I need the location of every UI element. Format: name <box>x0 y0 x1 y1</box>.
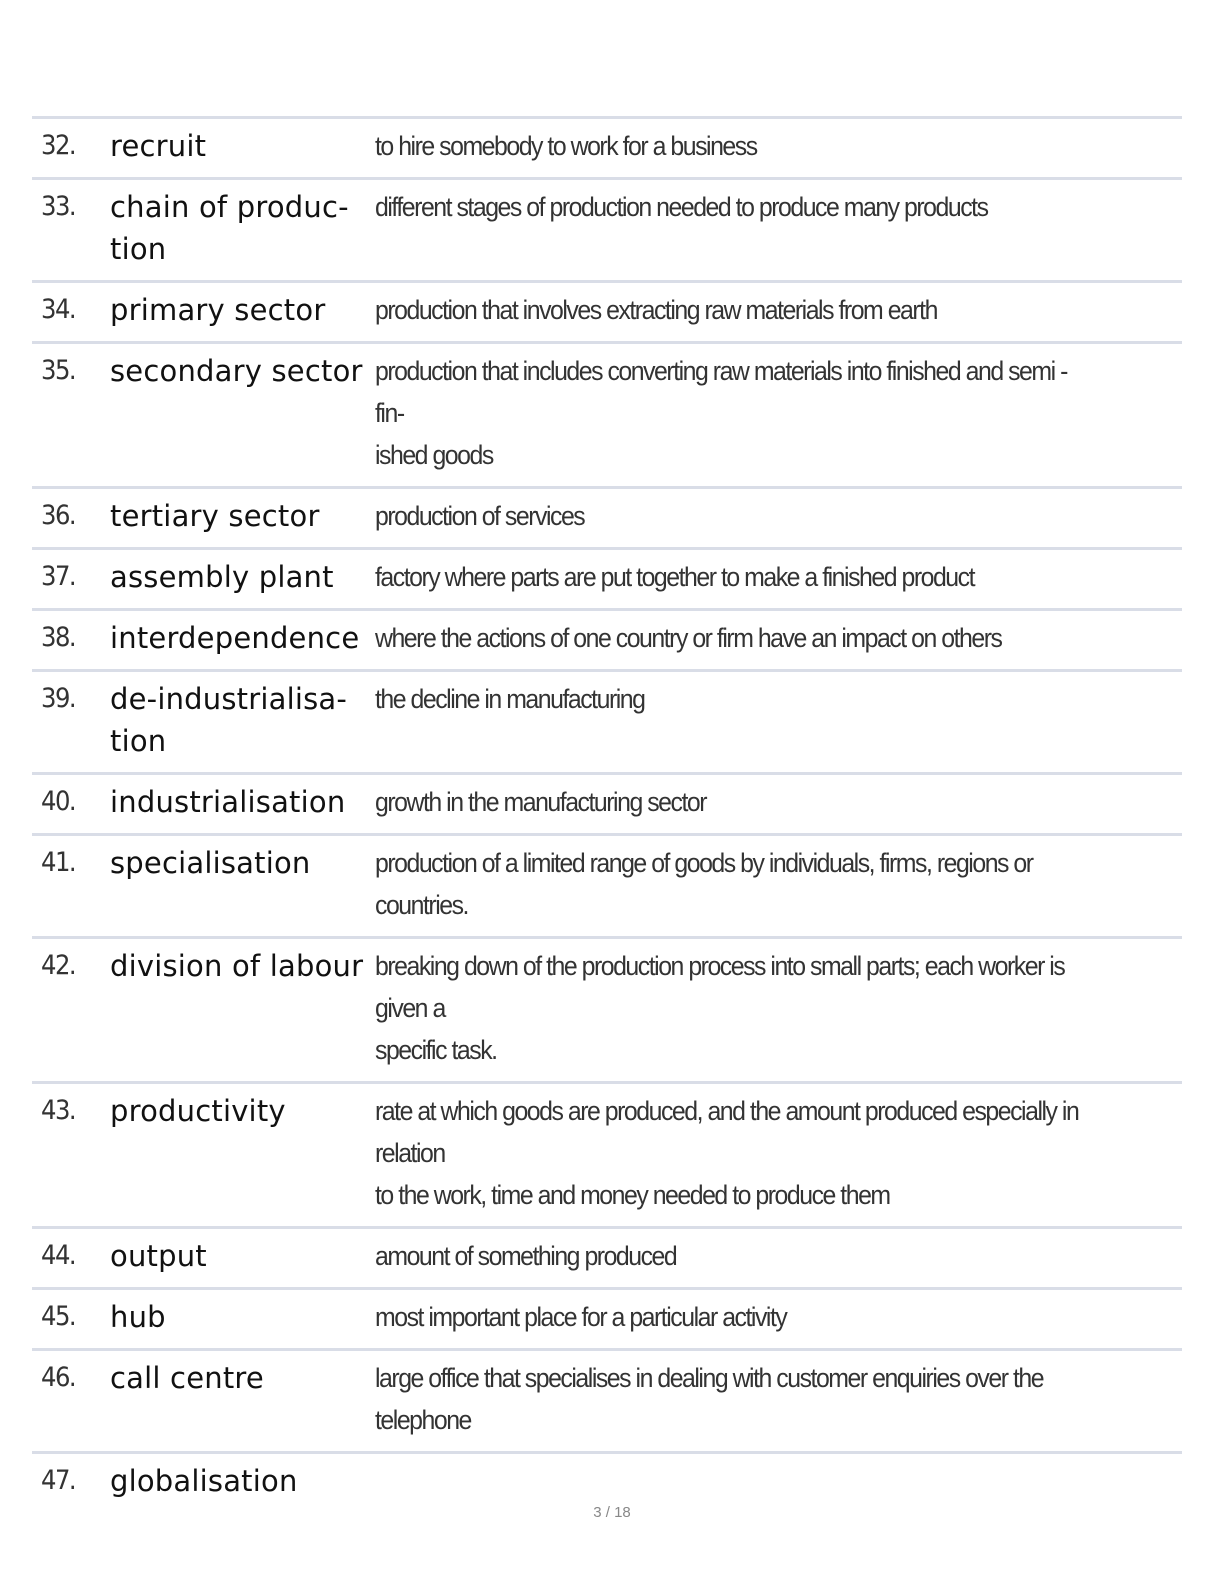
glossary-row <box>32 489 1182 550</box>
entry-number: 35. <box>41 355 76 386</box>
entry-number: 34. <box>41 294 76 325</box>
entry-definition: factory where parts are put together to make a finished product <box>375 562 975 592</box>
entry-definition: production of a limited range of goods by individuals, firms, regions or countries. <box>375 848 1033 920</box>
entry-term: primary sector <box>110 293 326 327</box>
entry-term: recruit <box>110 129 207 163</box>
entry-definition: different stages of production needed to produce many products <box>375 192 988 222</box>
glossary-row <box>32 344 1182 489</box>
glossary-row <box>32 1084 1182 1229</box>
entry-definition: production that includes converting raw materials into finished and semi - fin- ished goods <box>375 356 1067 470</box>
entry-definition: to hire somebody to work for a business <box>375 131 757 161</box>
glossary-row <box>32 119 1182 180</box>
glossary-row <box>32 283 1182 344</box>
entry-term: hub <box>110 1300 166 1334</box>
glossary-row <box>32 836 1182 939</box>
entry-definition: growth in the manufacturing sector <box>375 787 707 817</box>
entry-number: 43. <box>41 1095 76 1126</box>
entry-number: 44. <box>41 1240 76 1271</box>
entry-term: chain of produc- tion <box>110 190 349 266</box>
entry-number: 40. <box>41 786 76 817</box>
entry-number: 39. <box>41 683 76 714</box>
entry-definition: most important place for a particular activity <box>375 1302 787 1332</box>
glossary-row <box>32 180 1182 283</box>
entry-number: 33. <box>41 191 76 222</box>
entry-term: industrialisation <box>110 785 346 819</box>
glossary-row <box>32 939 1182 1084</box>
entry-definition: production of services <box>375 501 585 531</box>
entry-number: 42. <box>41 950 76 981</box>
entry-number: 36. <box>41 500 76 531</box>
glossary-row <box>32 672 1182 775</box>
entry-term: assembly plant <box>110 560 334 594</box>
entry-term: secondary sector <box>110 354 363 388</box>
glossary-row <box>32 1229 1182 1290</box>
page-number: 3 / 18 <box>593 1504 631 1521</box>
entry-number: 37. <box>41 561 76 592</box>
entry-number: 45. <box>41 1301 76 1332</box>
glossary-row <box>32 1351 1182 1454</box>
entry-number: 41. <box>41 847 76 878</box>
entry-term: productivity <box>110 1094 286 1128</box>
entry-term: tertiary sector <box>110 499 320 533</box>
entry-definition: where the actions of one country or firm have an impact on others <box>375 623 1002 653</box>
entry-definition: large office that specialises in dealing with customer enquiries over the telephone <box>375 1363 1044 1435</box>
entry-term: specialisation <box>110 846 311 880</box>
entry-term: de-industrialisa- tion <box>110 682 348 758</box>
entry-definition: rate at which goods are produced, and the amount produced especially in relation to the work, time and money needed to produce them <box>375 1096 1079 1210</box>
glossary-table <box>32 116 1182 1512</box>
entry-number: 32. <box>41 130 76 161</box>
entry-definition: production that involves extracting raw materials from earth <box>375 295 937 325</box>
entry-number: 47. <box>41 1465 76 1496</box>
entry-term: call centre <box>110 1361 264 1395</box>
entry-term: output <box>110 1239 207 1273</box>
glossary-row <box>32 611 1182 672</box>
entry-definition: the decline in manufacturing <box>375 684 645 714</box>
entry-term: globalisation <box>110 1464 298 1498</box>
entry-definition: amount of something produced <box>375 1241 677 1271</box>
entry-term: division of labour <box>110 949 364 983</box>
glossary-row <box>32 775 1182 836</box>
entry-definition: breaking down of the production process into small parts; each worker is given a specific task. <box>375 951 1065 1065</box>
entry-number: 38. <box>41 622 76 653</box>
glossary-row <box>32 1290 1182 1351</box>
glossary-row <box>32 550 1182 611</box>
entry-number: 46. <box>41 1362 76 1393</box>
entry-term: interdependence <box>110 621 360 655</box>
